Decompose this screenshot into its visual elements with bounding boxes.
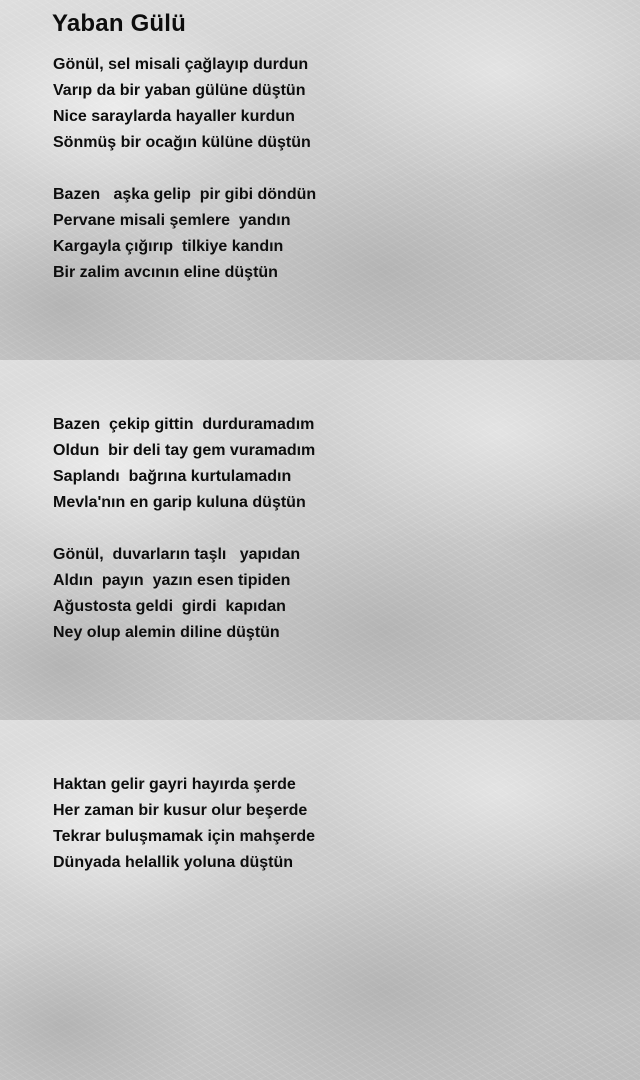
background-panel-3 [0, 720, 640, 1080]
poem-line: Ney olup alemin diline düştün [53, 624, 280, 641]
stanza-4 [53, 542, 300, 646]
poem-line: Ağustosta geldi girdi kapıdan [53, 598, 286, 615]
poem-line: Saplandı bağrına kurtulamadın [53, 468, 292, 485]
poem-line: Aldın payın yazın esen tipiden [53, 572, 291, 589]
background-panel-1 [0, 0, 640, 360]
poem-line: Gönül, duvarların taşlı yapıdan [53, 546, 301, 563]
poem-line: Pervane misali şemlere yandın [53, 212, 291, 229]
stanza-1 [53, 52, 311, 156]
poem-line: Nice saraylarda hayaller kurdun [53, 108, 295, 125]
background-panel-2 [0, 360, 640, 720]
poem-line: Dünyada helallik yoluna düştün [53, 854, 294, 871]
poem-line: Bir zalim avcının eline düştün [53, 264, 278, 281]
poem-line: Varıp da bir yaban gülüne düştün [53, 82, 306, 99]
poem-line: Mevla'nın en garip kuluna düştün [53, 494, 306, 511]
poem-line: Gönül, sel misali çağlayıp durdun [53, 56, 309, 73]
poem-line: Haktan gelir gayri hayırda şerde [53, 776, 296, 793]
poem-line: Sönmüş bir ocağın külüne düştün [53, 134, 311, 151]
poem-title: Yaban Gülü [52, 10, 187, 37]
poem-line: Tekrar buluşmamak için mahşerde [53, 828, 316, 845]
poem-line: Her zaman bir kusur olur beşerde [53, 802, 308, 819]
poem-line: Kargayla çığırıp tilkiye kandın [53, 238, 284, 255]
poem-line: Bazen çekip gittin durduramadım [53, 416, 315, 433]
stanza-5 [53, 772, 315, 876]
poem-line: Bazen aşka gelip pir gibi döndün [53, 186, 317, 203]
stanza-2 [53, 182, 316, 286]
poem-line: Oldun bir deli tay gem vuramadım [53, 442, 316, 459]
stanza-3 [53, 412, 315, 516]
